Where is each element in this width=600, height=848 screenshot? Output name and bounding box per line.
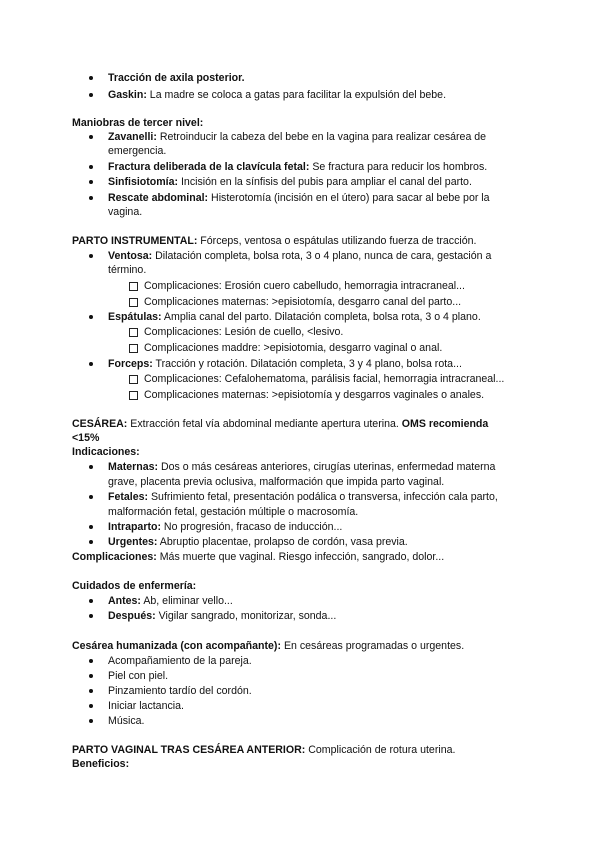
list-item: Sinfisiotomía: Incisión en la sínfisis del pubis para ampliar el canal del parto. [108, 176, 472, 188]
bullet-icon [89, 525, 93, 529]
bullet-icon [89, 674, 93, 678]
list-item-continuation: malformación fetal, gestación múltiple o macrosomía. [108, 506, 359, 518]
sub-item: Complicaciones: Lesión de cuello, <lesivo. [144, 326, 344, 338]
checkbox-icon [129, 391, 138, 400]
bullet-icon [89, 614, 93, 618]
bullet-icon [89, 689, 93, 693]
section-heading: PARTO VAGINAL TRAS CESÁREA ANTERIOR: Complicación de rotura uterina. [72, 744, 456, 756]
section-heading-continuation: <15% [72, 432, 100, 444]
bullet-icon [89, 465, 93, 469]
checkbox-icon [129, 344, 138, 353]
list-item: Piel con piel. [108, 670, 169, 682]
list-item: Fractura deliberada de la clavícula fetal: Se fractura para reducir los hombros. [108, 161, 488, 173]
bullet-icon [89, 180, 93, 184]
checkbox-icon [129, 282, 138, 291]
bullet-icon [89, 719, 93, 723]
list-item: Pinzamiento tardío del cordón. [108, 685, 252, 697]
list-item-continuation: vagina. [108, 206, 143, 218]
sub-item: Complicaciones maternas: >episiotomía, desgarro canal del parto... [144, 296, 462, 308]
bullet-icon [89, 254, 93, 258]
bullet-icon [89, 93, 93, 97]
sub-item: Complicaciones: Cefalohematoma, parálisis facial, hemorragia intracraneal... [144, 373, 505, 385]
checkbox-icon [129, 375, 138, 384]
section-heading: PARTO INSTRUMENTAL: Fórceps, ventosa o espátulas utilizando fuerza de tracción. [72, 235, 477, 247]
sub-item: Complicaciones maternas: >episiotomía y desgarros vaginales o anales. [144, 389, 485, 401]
list-item: Gaskin: La madre se coloca a gatas para facilitar la expulsión del bebe. [108, 89, 447, 101]
bullet-icon [89, 196, 93, 200]
section-heading: CESÁREA: Extracción fetal vía abdominal mediante apertura uterina. OMS recomienda [72, 418, 489, 430]
list-item: Después: Vigilar sangrado, monitorizar, sonda... [108, 610, 337, 622]
sub-item: Complicaciones: Erosión cuero cabelludo, hemorragia intracraneal... [144, 280, 465, 292]
list-item: Espátulas: Amplia canal del parto. Dilatación completa, bolsa rota, 3 o 4 plano. [108, 311, 481, 323]
bullet-icon [89, 599, 93, 603]
list-item: Rescate abdominal: Histerotomía (incisión en el útero) para sacar al bebe por la [108, 192, 490, 204]
list-item: Tracción de axila posterior. [108, 72, 245, 84]
section-heading: Cuidados de enfermería: [72, 580, 197, 592]
list-item: Maternas: Dos o más cesáreas anteriores, cirugías uterinas, enfermedad materna [108, 461, 496, 473]
list-item: Antes: Ab, eliminar vello... [108, 595, 233, 607]
list-item: Fetales: Sufrimiento fetal, presentación podálica o transversa, infección cala parto, [108, 491, 498, 503]
bullet-icon [89, 704, 93, 708]
bullet-icon [89, 165, 93, 169]
bullet-icon [89, 495, 93, 499]
list-item: Música. [108, 715, 145, 727]
sub-item: Complicaciones maddre: >episiotomia, desgarro vaginal o anal. [144, 342, 443, 354]
list-item-continuation: emergencia. [108, 145, 167, 157]
sub-heading: Beneficios: [72, 758, 130, 770]
list-item: Urgentes: Abruptio placentae, prolapso de cordón, vasa previa. [108, 536, 408, 548]
bullet-icon [89, 540, 93, 544]
list-item: Iniciar lactancia. [108, 700, 184, 712]
list-item: Intraparto: No progresión, fracaso de inducción... [108, 521, 343, 533]
section-heading: Cesárea humanizada (con acompañante): En cesáreas programadas o urgentes. [72, 640, 465, 652]
section-heading: Maniobras de tercer nivel: [72, 117, 204, 129]
bullet-icon [89, 659, 93, 663]
complicaciones-line: Complicaciones: Más muerte que vaginal. Riesgo infección, sangrado, dolor... [72, 551, 445, 563]
list-item: Forceps: Tracción y rotación. Dilatación completa, 3 y 4 plano, bolsa rota... [108, 358, 462, 370]
bullet-icon [89, 76, 93, 80]
sub-heading: Indicaciones: [72, 446, 140, 458]
bullet-icon [89, 362, 93, 366]
checkbox-icon [129, 328, 138, 337]
list-item-continuation: término. [108, 264, 147, 276]
list-item-continuation: grave, placenta previa oclusiva, malformación que impida parto vaginal. [108, 476, 445, 488]
bullet-icon [89, 315, 93, 319]
checkbox-icon [129, 298, 138, 307]
list-item: Zavanelli: Retroinducir la cabeza del bebe en la vagina para realizar cesárea de [108, 131, 487, 143]
bullet-icon [89, 135, 93, 139]
list-item: Acompañamiento de la pareja. [108, 655, 252, 667]
list-item: Ventosa: Dilatación completa, bolsa rota, 3 o 4 plano, nunca de cara, gestación a [108, 250, 492, 262]
